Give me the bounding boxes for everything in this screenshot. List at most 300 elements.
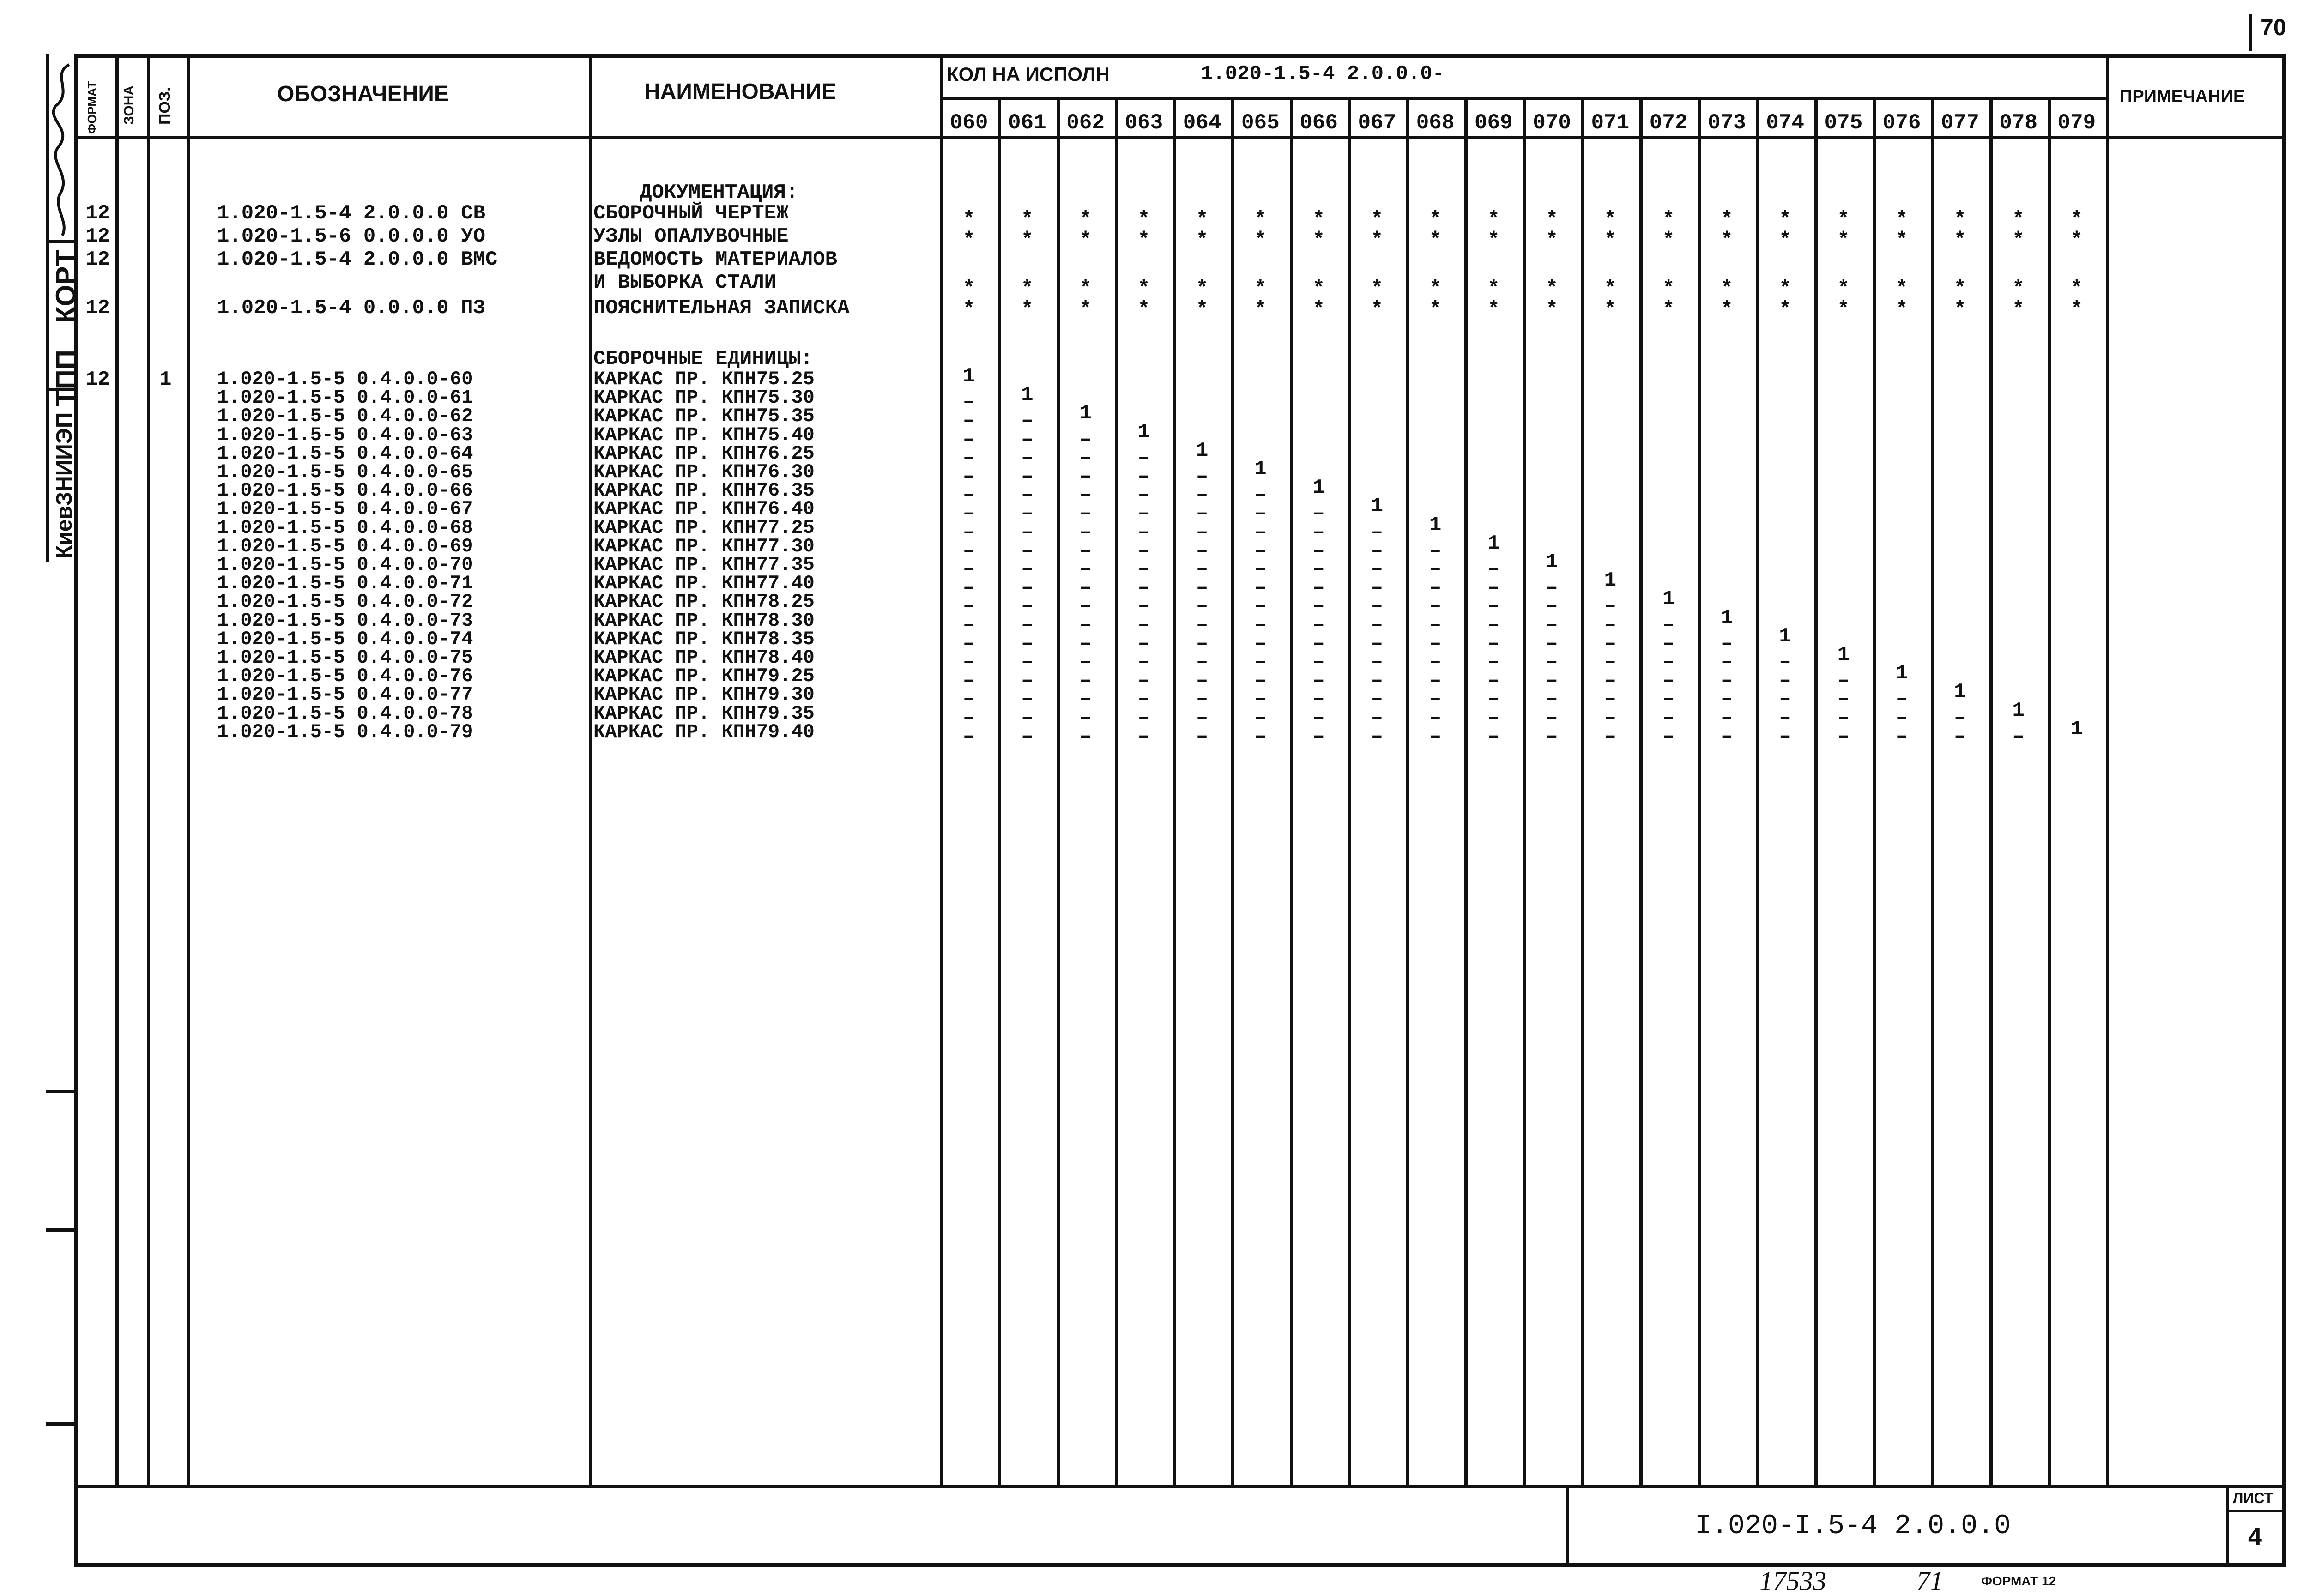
qty-dash: – [1137,595,1150,618]
doc-mark: * [1604,277,1617,300]
doc-mark: * [2070,298,2083,321]
qty-dash: – [1312,539,1325,562]
doc-mark: * [1196,229,1209,252]
page-number-bracket [2249,14,2252,51]
qty-dash: – [1137,558,1150,581]
doc-mark: * [1487,229,1500,252]
qty-dash: – [1371,669,1384,693]
header-qty-base: 1.020-1.5-4 2.0.0.0- [1201,62,1445,85]
qty-dash: – [962,725,975,748]
assembly-name: КАРКАС ПР. КПН77.30 [593,535,815,557]
assembly-designation: 1.020-1.5-5 0.4.0.0-62 [217,405,473,428]
col-line [940,54,943,1486]
doc-mark: * [1254,208,1267,231]
qty-dash: – [1895,725,1908,748]
qty-col-header: 071 [1591,111,1630,135]
qty-dash: – [1312,632,1325,655]
qty-dash: – [1895,688,1908,711]
side-stamp-kort: КОРТ [50,249,81,323]
col-line [589,54,592,1486]
assembly-designation: 1.020-1.5-5 0.4.0.0-60 [217,368,473,390]
qty-dash: – [1895,706,1908,730]
doc-mark: * [1371,277,1384,300]
qty-dash: – [1662,669,1675,693]
qty-dash: – [1312,576,1325,600]
assembly-name: КАРКАС ПР. КПН76.25 [593,442,815,465]
doc-mark: * [1779,298,1791,321]
assembly-designation: 1.020-1.5-5 0.4.0.0-64 [217,442,473,465]
qty-dash: – [962,706,975,730]
col-line [115,54,119,1486]
sheet-label: ЛИСТ [2233,1490,2273,1506]
qty-dash: – [1021,409,1034,433]
qty-dash: – [1079,669,1092,693]
doc-mark: * [1079,298,1092,321]
qty-dash: – [1546,725,1558,748]
assembly-designation: 1.020-1.5-5 0.4.0.0-76 [217,665,473,688]
doc-mark: * [2070,277,2083,300]
signature [46,55,78,240]
doc-mark: * [1254,277,1267,300]
assembly-designation: 1.020-1.5-5 0.4.0.0-79 [217,720,473,743]
qty-dash: – [1662,688,1675,711]
qty-dash: – [1546,688,1558,711]
qty-dash: – [1137,613,1150,637]
doc-mark: * [1312,298,1325,321]
margin-tick [46,1228,74,1232]
qty-dash: – [1721,725,1733,748]
qty-dash: – [1079,558,1092,581]
qty-dash: – [1254,539,1267,562]
doc-mark: * [1779,277,1791,300]
qty-dash: – [1487,558,1500,581]
qty-one: 1 [1779,624,1791,648]
doc-mark: * [1429,277,1442,300]
col-line [2106,54,2109,1486]
qty-dash: – [1312,558,1325,581]
qty-one: 1 [1312,476,1325,500]
doc-mark: * [1429,298,1442,321]
doc-name-cont: И ВЫБОРКА СТАЛИ [593,271,777,294]
doc-mark: * [1546,277,1558,300]
doc-mark: * [1137,298,1150,321]
doc-format: 12 [85,296,110,320]
qty-dash: – [1137,632,1150,655]
qty-one: 1 [1546,550,1558,574]
qty-dash: – [1721,688,1733,711]
qty-dash: – [1254,502,1267,526]
doc-mark: * [1487,277,1500,300]
doc-mark: * [1721,298,1733,321]
qty-dash: – [1137,502,1150,526]
assembly-designation: 1.020-1.5-5 0.4.0.0-65 [217,461,473,483]
qty-dash: – [1137,725,1150,748]
doc-mark: * [1137,208,1150,231]
qty-dash: – [1254,520,1267,544]
assembly-name: КАРКАС ПР. КПН75.25 [593,368,815,390]
qty-dash: – [1312,651,1325,674]
doc-mark: * [1604,298,1617,321]
qty-dash: – [1779,706,1791,730]
qty-dash: – [1604,613,1617,637]
doc-mark: * [1196,208,1209,231]
doc-name: УЗЛЫ ОПАЛУВОЧНЫЕ [593,225,789,248]
qty-dash: – [1079,613,1092,637]
qty-dash: – [1312,520,1325,544]
title-block-top [74,1485,2286,1488]
section-documentation: ДОКУМЕНТАЦИЯ: [640,181,798,204]
doc-mark: * [1721,208,1733,231]
assembly-designation: 1.020-1.5-5 0.4.0.0-61 [217,387,473,409]
qty-dash: – [1429,651,1442,674]
doc-mark: * [1954,277,1966,300]
assembly-designation: 1.020-1.5-5 0.4.0.0-75 [217,647,473,669]
qty-dash: – [1254,669,1267,693]
doc-mark: * [1254,298,1267,321]
doc-mark: * [1895,229,1908,252]
assembly-designation: 1.020-1.5-5 0.4.0.0-70 [217,554,473,576]
qty-dash: – [1662,613,1675,637]
doc-mark: * [1021,277,1034,300]
qty-dash: – [1837,706,1850,730]
qty-one: 1 [1196,439,1209,462]
doc-mark: * [1079,229,1092,252]
doc-mark: * [1079,208,1092,231]
qty-dash: – [962,595,975,618]
header-note: ПРИМЕЧАНИЕ [2120,87,2245,106]
doc-mark: * [2070,208,2083,231]
qty-dash: – [1371,539,1384,562]
doc-mark: * [1954,208,1966,231]
qty-dash: – [1254,613,1267,637]
qty-dash: – [1137,484,1150,507]
qty-dash: – [1079,688,1092,711]
qty-dash: – [1196,595,1209,618]
qty-dash: – [1371,558,1384,581]
assembly-name: КАРКАС ПР. КПН79.30 [593,683,815,706]
qty-dash: – [1546,651,1558,674]
qty-dash: – [1137,539,1150,562]
qty-dash: – [1196,465,1209,488]
qty-dash: – [1137,688,1150,711]
qty-dash: – [962,613,975,637]
margin-tick [46,1090,74,1093]
doc-designation: 1.020-1.5-4 0.0.0.0 ПЗ [217,296,485,320]
sheet-number: 4 [2248,1523,2262,1550]
qty-dash: – [1021,595,1034,618]
assembly-designation: 1.020-1.5-5 0.4.0.0-78 [217,702,473,725]
qty-dash: – [1604,688,1617,711]
qty-dash: – [1021,539,1034,562]
qty-dash: – [1429,558,1442,581]
qty-one: 1 [1954,680,1966,704]
qty-dash: – [1312,706,1325,730]
header-qty-label: КОЛ НА ИСПОЛН [947,63,1110,85]
doc-mark: * [962,277,975,300]
assembly-pos: 1 [159,368,172,391]
qty-one: 1 [2012,699,2025,722]
qty-dash: – [1312,502,1325,526]
qty-dash: – [962,651,975,674]
qty-dash: – [1021,484,1034,507]
doc-mark: * [1895,208,1908,231]
qty-dash: – [1487,725,1500,748]
stamp-divider [46,240,74,243]
qty-dash: – [1196,539,1209,562]
doc-mark: * [1954,229,1966,252]
qty-dash: – [1254,484,1267,507]
qty-dash: – [962,484,975,507]
assembly-designation: 1.020-1.5-5 0.4.0.0-74 [217,628,473,650]
assembly-name: КАРКАС ПР. КПН75.35 [593,405,815,428]
qty-col-header: 078 [1999,111,2038,135]
qty-dash: – [962,391,975,414]
qty-dash: – [1137,576,1150,600]
qty-dash: – [1137,651,1150,674]
assembly-name: КАРКАС ПР. КПН79.40 [593,720,815,743]
qty-one: 1 [1021,383,1034,407]
doc-mark: * [1662,277,1675,300]
assembly-designation: 1.020-1.5-5 0.4.0.0-66 [217,479,473,502]
doc-mark: * [1721,277,1733,300]
col-line [147,54,150,1486]
qty-dash: – [1137,465,1150,488]
qty-dash: – [1546,669,1558,693]
doc-mark: * [1312,208,1325,231]
doc-mark: * [1779,229,1791,252]
qty-dash: – [1196,725,1209,748]
doc-mark: * [2012,229,2025,252]
doc-mark: * [1196,298,1209,321]
qty-dash: – [1371,706,1384,730]
qty-dash: – [1254,688,1267,711]
doc-mark: * [1021,208,1034,231]
qty-dash: – [1021,613,1034,637]
qty-dash: – [1604,632,1617,655]
qty-dash: – [1254,632,1267,655]
doc-mark: * [1546,208,1558,231]
doc-mark: * [1662,208,1675,231]
page-handwritten-number: 71 [1916,1566,1943,1596]
qty-dash: – [1079,520,1092,544]
assembly-name: КАРКАС ПР. КПН78.35 [593,628,815,650]
header-bottom-line [74,136,2286,139]
qty-dash: – [1254,725,1267,748]
qty-dash: – [1429,706,1442,730]
qty-one: 1 [1254,458,1267,481]
assembly-name: КАРКАС ПР. КПН78.30 [593,609,815,632]
assembly-designation: 1.020-1.5-5 0.4.0.0-63 [217,423,473,446]
qty-dash: – [962,428,975,451]
qty-dash: – [1196,484,1209,507]
qty-dash: – [1254,558,1267,581]
qty-dash: – [1137,669,1150,693]
qty-dash: – [1021,558,1034,581]
qty-dash: – [962,632,975,655]
doc-format: 12 [85,202,110,225]
qty-dash: – [1021,706,1034,730]
doc-mark: * [962,229,975,252]
header-name: НАИМЕНОВАНИЕ [644,79,836,104]
qty-dash: – [1546,595,1558,618]
col-line [187,54,190,1486]
doc-mark: * [1021,298,1034,321]
qty-col-header: 066 [1300,111,1338,135]
assembly-name: КАРКАС ПР. КПН76.30 [593,461,815,483]
qty-dash: – [1721,632,1733,655]
qty-one: 1 [1079,402,1092,425]
qty-dash: – [1196,520,1209,544]
qty-dash: – [1429,632,1442,655]
qty-col-header: 079 [2057,111,2096,135]
doc-mark: * [1837,298,1850,321]
qty-dash: – [1837,725,1850,748]
qty-col-header: 073 [1707,111,1746,135]
qty-dash: – [1371,595,1384,618]
qty-dash: – [1079,576,1092,600]
qty-dash: – [1487,706,1500,730]
qty-dash: – [1254,576,1267,600]
doc-mark: * [1079,277,1092,300]
doc-mark: * [1371,229,1384,252]
doc-format: 12 [85,248,110,271]
qty-col-header: 077 [1940,111,1979,135]
assembly-name: КАРКАС ПР. КПН78.40 [593,647,815,669]
assembly-format: 12 [85,368,110,391]
assembly-designation: 1.020-1.5-5 0.4.0.0-68 [217,516,473,539]
qty-dash: – [1837,688,1850,711]
doc-mark: * [1487,298,1500,321]
qty-col-header: 063 [1124,111,1163,135]
qty-dash: – [1429,725,1442,748]
qty-col-header: 064 [1183,111,1221,135]
doc-mark: * [1021,229,1034,252]
qty-col-header: 068 [1416,111,1455,135]
qty-dash: – [1021,446,1034,470]
doc-mark: * [962,298,975,321]
doc-mark: * [2070,229,2083,252]
assembly-designation: 1.020-1.5-5 0.4.0.0-67 [217,498,473,520]
doc-mark: * [1895,277,1908,300]
qty-dash: – [1254,706,1267,730]
qty-dash: – [1196,558,1209,581]
qty-dash: – [1487,632,1500,655]
header-designation: ОБОЗНАЧЕНИЕ [277,82,449,106]
doc-mark: * [1895,298,1908,321]
qty-dash: – [1487,576,1500,600]
qty-dash: – [1779,651,1791,674]
doc-format: 12 [85,225,110,248]
qty-dash: – [1079,484,1092,507]
qty-col-header: 062 [1066,111,1105,135]
qty-dash: – [1196,669,1209,693]
qty-dash: – [1196,576,1209,600]
qty-one: 1 [2070,717,2083,741]
qty-dash: – [1721,706,1733,730]
doc-mark: * [1371,208,1384,231]
qty-dash: – [1079,706,1092,730]
margin-tick [46,1422,74,1426]
doc-mark: * [1779,208,1791,231]
header-pos: ПОЗ. [156,87,174,125]
qty-dash: – [1371,651,1384,674]
qty-dash: – [1312,669,1325,693]
qty-dash: – [1021,725,1034,748]
doc-mark: * [2012,277,2025,300]
qty-one: 1 [962,365,975,388]
qty-dash: – [1546,632,1558,655]
doc-mark: * [1837,229,1850,252]
qty-dash: – [1371,520,1384,544]
assembly-name: КАРКАС ПР. КПН77.25 [593,516,815,539]
qty-dash: – [962,520,975,544]
doc-number: I.020-I.5-4 2.0.0.0 [1695,1511,2011,1542]
qty-dash: – [1954,706,1966,730]
qty-dash: – [1604,595,1617,618]
doc-mark: * [1546,298,1558,321]
qty-dash: – [1254,651,1267,674]
qty-dash: – [1721,669,1733,693]
doc-designation: 1.020-1.5-4 2.0.0.0 СВ [217,202,485,225]
doc-mark: * [1137,277,1150,300]
qty-dash: – [1371,725,1384,748]
qty-one: 1 [1371,495,1384,518]
doc-mark: * [1137,229,1150,252]
qty-dash: – [1196,706,1209,730]
qty-col-header: 074 [1766,111,1805,135]
qty-col-header: 061 [1008,111,1046,135]
qty-dash: – [1079,502,1092,526]
qty-col-header: 076 [1882,111,1921,135]
qty-dash: – [962,502,975,526]
qty-dash: – [1196,651,1209,674]
doc-name: СБОРОЧНЫЙ ЧЕРТЕЖ [593,202,789,225]
doc-mark: * [2012,208,2025,231]
doc-mark: * [1312,229,1325,252]
qty-dash: – [1429,539,1442,562]
qty-dash: – [962,688,975,711]
side-stamp-tpp: ТПП [50,350,81,406]
qty-dash: – [1137,706,1150,730]
qty-dash: – [2012,725,2025,748]
doc-mark: * [1604,229,1617,252]
doc-mark: * [1196,277,1209,300]
qty-dash: – [1021,502,1034,526]
qty-dash: – [1662,706,1675,730]
qty-col-header: 067 [1358,111,1396,135]
qty-dash: – [962,465,975,488]
inventory-number: 17533 [1759,1566,1826,1596]
qty-dash: – [1487,651,1500,674]
assembly-designation: 1.020-1.5-5 0.4.0.0-71 [217,572,473,595]
qty-dash: – [1079,446,1092,470]
qty-dash: – [1779,688,1791,711]
qty-dash: – [1079,539,1092,562]
qty-one: 1 [1837,643,1850,666]
qty-dash: – [1371,688,1384,711]
doc-mark: * [1604,208,1617,231]
assembly-name: КАРКАС ПР. КПН79.25 [593,665,815,688]
qty-col-header: 060 [949,111,988,135]
qty-dash: – [1662,651,1675,674]
doc-mark: * [1546,229,1558,252]
qty-dash: – [1487,688,1500,711]
qty-dash: – [1312,613,1325,637]
doc-mark: * [1254,229,1267,252]
qty-one: 1 [1429,513,1442,537]
qty-dash: – [1779,725,1791,748]
assembly-designation: 1.020-1.5-5 0.4.0.0-73 [217,609,473,632]
